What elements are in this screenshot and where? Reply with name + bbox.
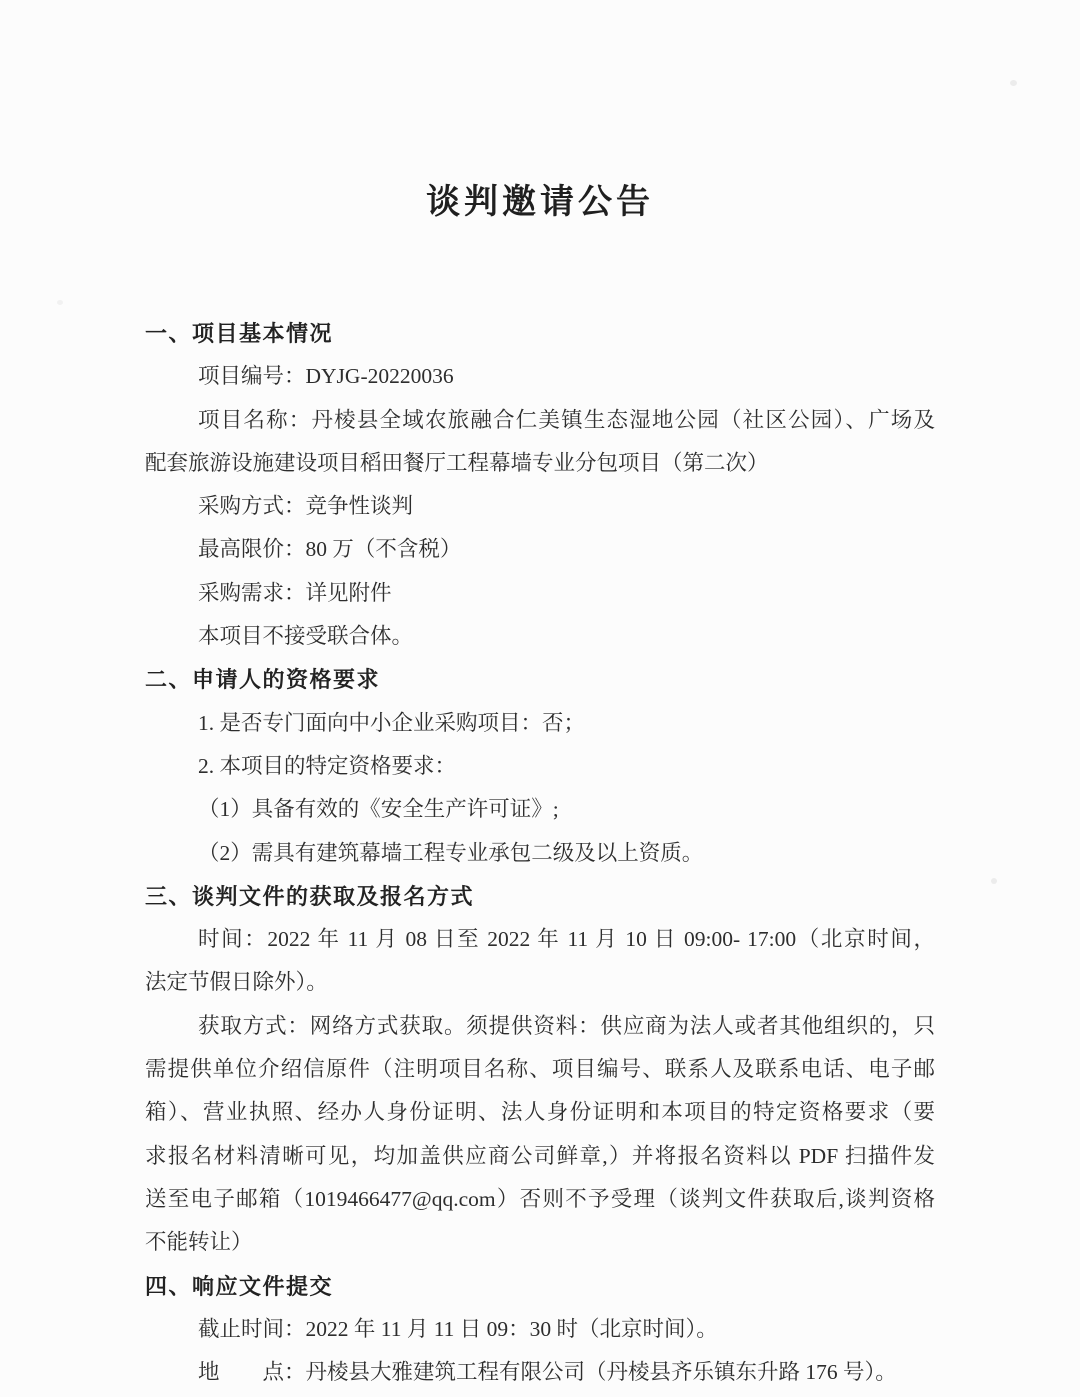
procurement-method-line: 采购方式：竞争性谈判 bbox=[198, 494, 414, 519]
project-name-line-1: 项目名称：丹棱县全域农旅融合仁美镇生态湿地公园（社区公园）、广场及 bbox=[198, 407, 935, 432]
qualification-item-2: 2. 本项目的特定资格要求： bbox=[198, 753, 457, 778]
scan-speck bbox=[1010, 80, 1017, 86]
procurement-demand-line: 采购需求：详见附件 bbox=[198, 580, 392, 605]
project-name-line-2: 配套旅游设施建设项目稻田餐厅工程幕墙专业分包项目（第二次） bbox=[145, 450, 769, 475]
qualification-sub-1: （1）具备有效的《安全生产许可证》; bbox=[198, 797, 559, 822]
document-body bbox=[145, 312, 935, 1394]
section-heading-2: 二、申请人的资格要求 bbox=[145, 667, 381, 693]
page-title: 谈判邀请公告 bbox=[426, 183, 654, 221]
max-price-line: 最高限价：80 万（不含税） bbox=[198, 537, 462, 562]
obtain-method-line-4: 求报名材料清晰可见，均加盖供应商公司鲜章,）并将报名资料以 PDF 扫描件发 bbox=[145, 1143, 935, 1168]
obtain-method-line-6: 不能转让） bbox=[145, 1230, 253, 1255]
qualification-sub-2: （2）需具有建筑幕墙工程专业承包二级及以上资质。 bbox=[198, 840, 704, 865]
obtain-time-line-2: 法定节假日除外）。 bbox=[145, 970, 328, 995]
obtain-method-line-5: 送至电子邮箱（1019466477@qq.com）否则不予受理（谈判文件获取后,谈判资格 bbox=[145, 1186, 935, 1211]
no-consortium-line: 本项目不接受联合体。 bbox=[198, 624, 414, 649]
section-heading-4: 四、响应文件提交 bbox=[145, 1273, 334, 1299]
scan-speck bbox=[991, 878, 997, 884]
project-number-line: 项目编号：DYJG-20220036 bbox=[198, 364, 454, 389]
section-heading-1: 一、项目基本情况 bbox=[145, 321, 334, 346]
location-line: 地 点：丹棱县大雅建筑工程有限公司（丹棱县齐乐镇东升路 176 号）。 bbox=[198, 1360, 897, 1385]
obtain-method-line-2: 需提供单位介绍信原件（注明项目名称、项目编号、联系人及联系电话、电子邮 bbox=[145, 1057, 935, 1082]
scan-speck bbox=[57, 300, 63, 305]
obtain-time-line-1: 时间：2022 年 11 月 08 日至 2022 年 11 月 10 日 09:00- 17:00（北京时间， bbox=[198, 927, 935, 952]
qualification-item-1: 1. 是否专门面向中小企业采购项目：否； bbox=[198, 710, 586, 735]
obtain-method-line-3: 箱）、营业执照、经办人身份证明、法人身份证明和本项目的特定资格要求（要 bbox=[145, 1100, 935, 1125]
obtain-method-line-1: 获取方式：网络方式获取。须提供资料：供应商为法人或者其他组织的，只 bbox=[198, 1013, 935, 1038]
deadline-line: 截止时间：2022 年 11 月 11 日 09：30 时（北京时间）。 bbox=[198, 1316, 718, 1341]
section-heading-3: 三、谈判文件的获取及报名方式 bbox=[145, 883, 475, 909]
